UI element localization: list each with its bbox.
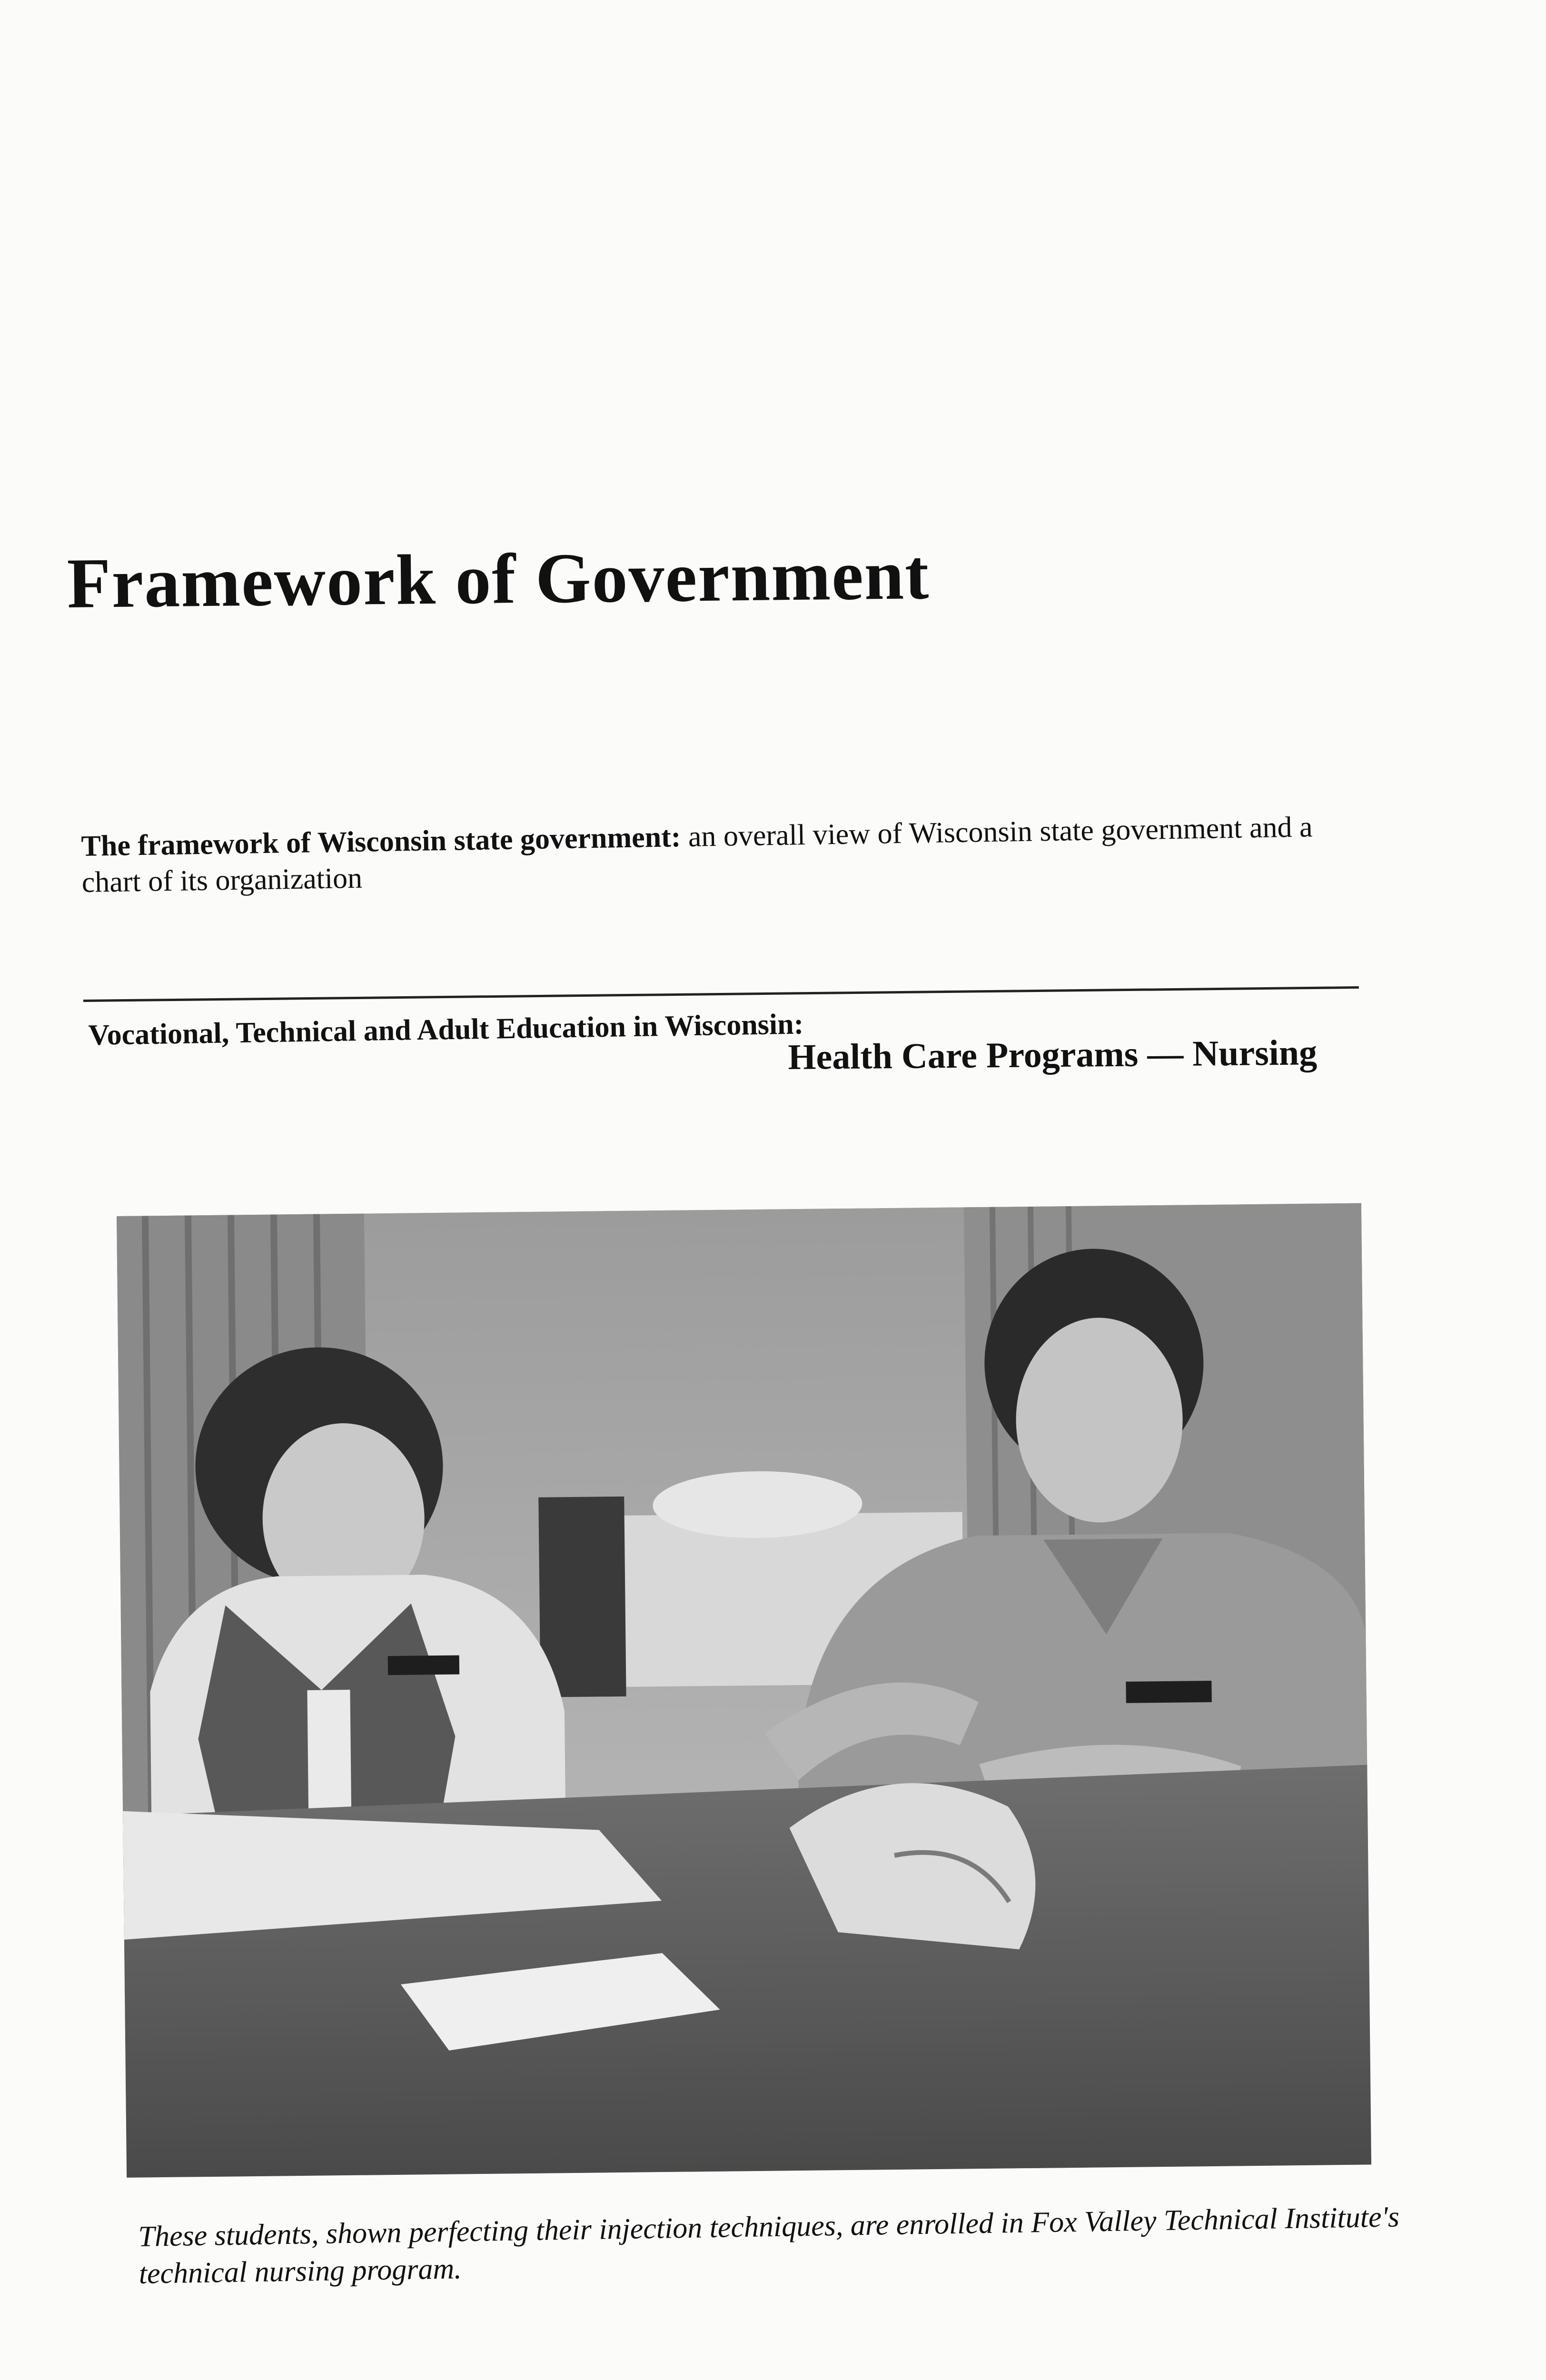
photo-caption: These students, shown perfecting their injection techniques, are enrolled in Fox Valley Technical Institute's technical nursing program. [138, 2201, 1400, 2290]
nursing-students-photo [117, 1203, 1371, 2178]
horizontal-rule [83, 986, 1359, 1002]
page-title: Framework of Government [67, 535, 930, 623]
photo-illustration [117, 1203, 1371, 2178]
section-description [81, 808, 1367, 901]
section-lead-rest: an overall view of Wisconsin state government and a chart of its organization [81, 811, 1313, 899]
feature-heading: Vocational, Technical and Adult Education in Wisconsin: [88, 1008, 804, 1051]
section-lead: The framework of Wisconsin state government: [81, 821, 681, 863]
feature-subheading: Health Care Programs — Nursing [788, 1032, 1318, 1077]
